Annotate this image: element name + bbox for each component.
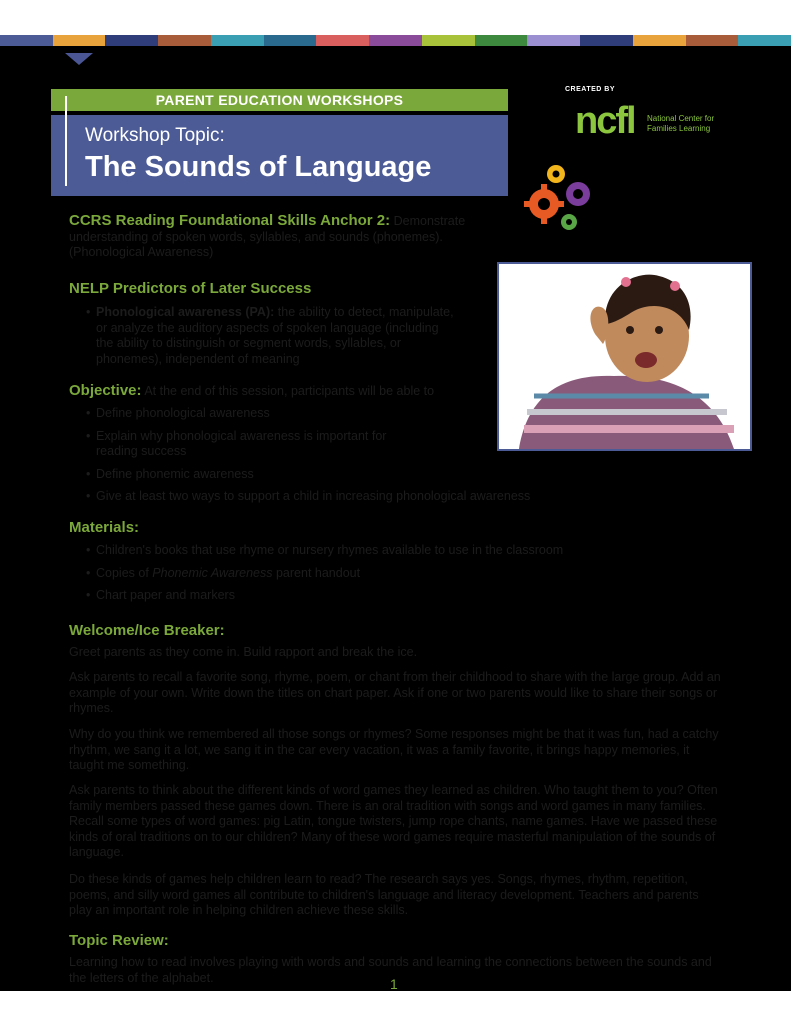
- gear-icon-purple: [566, 182, 590, 206]
- pa-term: Phonological awareness (PA):: [96, 305, 275, 319]
- ncfl-logo: [565, 86, 735, 156]
- color-stripe-segment: [738, 35, 791, 46]
- gears-icon: [522, 162, 602, 234]
- color-stripe-segment: [105, 35, 158, 46]
- color-stripe-segment: [422, 35, 475, 46]
- materials-item2-prefix: Copies of: [96, 565, 149, 580]
- objective-intro: At the end of this session, participants will be able to: [144, 384, 435, 398]
- list-item: • Explain why phonological awareness is important for reading success: [86, 429, 426, 460]
- list-item: • Define phonological awareness: [86, 406, 686, 422]
- color-stripe-segment: [211, 35, 264, 46]
- list-item: • Define phonemic awareness: [86, 467, 686, 483]
- objective: [69, 383, 499, 400]
- color-stripe-segment: [264, 35, 317, 46]
- welcome-para-4: Ask parents to think about the different kinds of word games they learned as children. Who taught them to you? Often family members passed these games down. There is an oral tradition with songs and word games in many families. Recall some types of word games: pig Latin, tongue twisters, jump rope chants, name games. Have we passed these kinds of oral traditions on to our children? Many of these word games require masterful manipulation of the sounds of language.: [69, 783, 718, 859]
- color-stripe-segment: [475, 35, 528, 46]
- page-number: 1: [390, 976, 398, 991]
- pa-definition: the ability to detect, manipulate, or analyze the auditory aspects of spoken language (including the ability to distinguish or segment words, syllables, or phonemes), independent of meaning: [96, 305, 454, 366]
- color-stripe-segment: [633, 35, 686, 46]
- list-item: • Chart paper and markers: [86, 588, 686, 604]
- list-item: [86, 305, 456, 367]
- color-stripe-segment: [158, 35, 211, 46]
- welcome-para-5: Do these kinds of games help children learn to read? The research says yes. Songs, rhymes, rhythm, repetition, poems, and silly word games all contribute to children's language and literacy development. Teachers and parents play an important role in helping children achieve these skills.: [69, 872, 699, 917]
- list-item: • Give at least two ways to support a child in increasing phonological awareness: [86, 489, 686, 505]
- topic-header: [51, 115, 508, 196]
- topic-review-heading: Topic Review:: [69, 932, 169, 949]
- list-item: • Children's books that use rhyme or nursery rhymes available to use in the classroom: [86, 543, 686, 559]
- topic-review-text: Learning how to read involves playing with words and sounds and learning the connections between the sounds and the letters of the alphabet.: [69, 955, 712, 985]
- ccrs-anchor: [69, 213, 499, 261]
- series-banner: PARENT EDUCATION WORKSHOPS: [51, 89, 508, 111]
- logo-mark: ncfl: [575, 100, 635, 142]
- materials-item2-title: Phonemic Awareness: [152, 565, 273, 580]
- color-stripe-segment: [0, 35, 53, 46]
- page-title: The Sounds of Language: [85, 151, 432, 183]
- nelp-heading: NELP Predictors of Later Success: [69, 280, 312, 297]
- color-stripe-segment: [316, 35, 369, 46]
- worksheet-page: [0, 46, 791, 991]
- color-stripe-segment: [527, 35, 580, 46]
- color-stripe-segment: [580, 35, 633, 46]
- logo-org-line2: Families Learning: [647, 124, 711, 133]
- logo-created-by: CREATED BY: [565, 86, 615, 93]
- ccrs-text: Demonstrate understanding of spoken words, syllables, and sounds (phonemes). (Phonological Awareness): [69, 214, 466, 259]
- materials-heading: Materials:: [69, 519, 140, 536]
- color-stripe-segment: [369, 35, 422, 46]
- triangle-marker: [65, 53, 93, 65]
- objective-label: Objective:: [69, 382, 142, 399]
- color-stripe-segment: [53, 35, 106, 46]
- nelp-list: [86, 305, 456, 374]
- objective-list: [86, 406, 686, 512]
- logo-org-line1: National Center for: [647, 114, 715, 123]
- welcome-para-2: Ask parents to recall a favorite song, rhyme, poem, or chant from their childhood to share with the large group. Add an example of your own. Write down the titles on chart paper. Ask if one or two parents would like to share their songs or rhymes.: [69, 670, 721, 715]
- logo-org-name: [647, 114, 737, 134]
- top-color-stripe: [0, 35, 791, 46]
- materials-item2-suffix: parent handout: [275, 565, 361, 580]
- header-divider: [65, 96, 67, 186]
- color-stripe-segment: [686, 35, 739, 46]
- gear-icon-orange: [524, 184, 564, 224]
- topic-kicker: Workshop Topic:: [85, 125, 225, 146]
- ccrs-label: CCRS Reading Foundational Skills Anchor 2:: [69, 212, 391, 229]
- list-item: [86, 566, 686, 582]
- welcome-heading: Welcome/Ice Breaker:: [69, 622, 225, 639]
- gear-icon-yellow: [547, 165, 565, 183]
- welcome-para-3: Why do you think we remembered all those songs or rhymes? Some responses might be that it was fun, had a catchy rhythm, we sang it a lot, we sang it in the car every vacation, it was a family favorite, it brings happy memories, it taught me something.: [69, 727, 719, 772]
- welcome-para-1: Greet parents as they come in. Build rapport and break the ice.: [69, 645, 418, 659]
- materials-list: [86, 543, 686, 611]
- gear-icon-green: [561, 214, 577, 230]
